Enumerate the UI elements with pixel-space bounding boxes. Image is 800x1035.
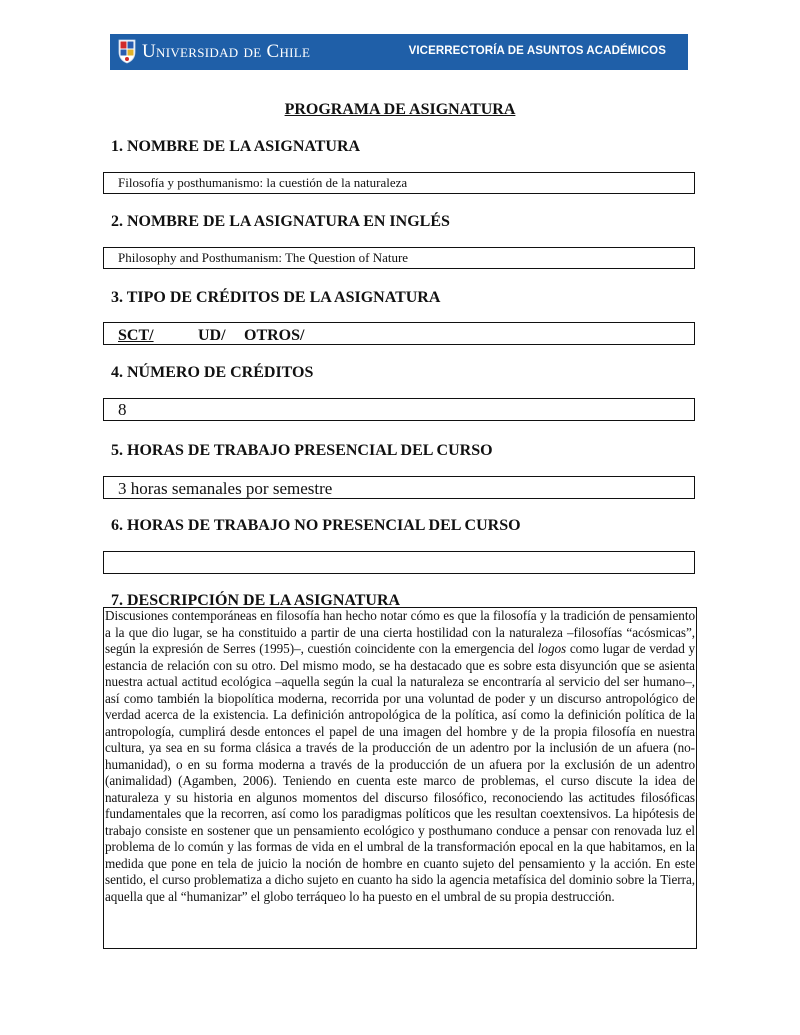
section-7-heading: 7. DESCRIPCIÓN DE LA ASIGNATURA <box>111 592 401 609</box>
university-name: Universidad de Chile <box>142 41 311 62</box>
section-2-heading: 2. NOMBRE DE LA ASIGNATURA EN INGLÉS <box>111 213 450 230</box>
section-2-box <box>103 247 695 269</box>
section-6-heading: 6. HORAS DE TRABAJO NO PRESENCIAL DEL CURSO <box>111 517 521 534</box>
credit-types <box>118 327 304 345</box>
section-5-heading: 5. HORAS DE TRABAJO PRESENCIAL DEL CURSO <box>111 442 493 459</box>
course-name-english-value: Philosophy and Posthumanism: The Question of Nature <box>118 250 409 265</box>
section-3-heading: 3. TIPO DE CRÉDITOS DE LA ASIGNATURA <box>111 289 441 306</box>
logos-word: logos <box>537 641 567 656</box>
section-1-heading: 1. NOMBRE DE LA ASIGNATURA <box>111 138 361 155</box>
section-1-box <box>103 172 695 194</box>
description-box <box>103 607 697 949</box>
header-banner <box>110 34 688 70</box>
section-6-box <box>103 551 695 574</box>
section-4-box <box>103 398 695 421</box>
in-person-hours-value: 3 horas semanales por semestre <box>118 479 333 498</box>
course-name-value: Filosofía y posthumanismo: la cuestión de la naturaleza <box>118 175 408 190</box>
credits-number-value: 8 <box>118 400 127 419</box>
section-4-heading: 4. NÚMERO DE CRÉDITOS <box>111 364 314 381</box>
credit-type-sct: SCT/ <box>118 327 154 344</box>
credit-type-otros: OTROS/ <box>244 327 305 344</box>
document-title: PROGRAMA DE ASIGNATURA <box>284 101 516 118</box>
vicerrectoria-label: VICERRECTORÍA DE ASUNTOS ACADÉMICOS <box>408 45 666 57</box>
description-text: Discusiones contemporáneas en filosofía han hecho notar cómo es que la filosofía y la tradición de pensamiento a la que dio lugar, se ha constituido a partir de una cierta hostilidad con la naturaleza –filosofías “acósmicas”, según la expresión de Serres (1995)–, cuestión coincidente con la emergencia del logos como lugar de verdad y estancia de relación con su otro. Del mismo modo, se ha destacado que es sobre esta disyunción que se asienta nuestra actual actitud ecológica –aquella según la cual la naturaleza se encontraría al servicio del ser humano–, así como también la biopolítica moderna, recorrida por una voluntad de poder y un discurso antropológico de verdad acerca de la existencia. La definición antropológica de la política, así como la definición política de la antropología, cumplirá desde entonces el papel de una imagen del hombre y de la propia filosofía en nuestra cultura, ya sea en su forma clásica a través de la producción de un adentro por la inclusión de un afuera (no-humanidad), o en su forma moderna a través de la producción de un afuera por la exclusión de un adentro (animalidad) (Agamben, 2006). Teniendo en cuenta este marco de problemas, el curso discute la idea de naturaleza y su historia en algunos momentos del discurso filosófico, reconociendo las actitudes filosóficas fundamentales que la recorren, así como los paradigmas políticos que les resultan coextensivos. La hipótesis de trabajo consiste en sostener que un pensamiento ecológico y posthumano conduce a pensar con renovada luz el problema de lo común y las formas de vida en el umbral de la transformación epocal en la que habitamos, en la medida que pone en tela de juicio la noción de hombre en cuanto sujeto del pensamiento y la acción. En este sentido, el curso problematiza a dicho sujeto en cuanto ha sido la agencia metafísica del dominio sobre la Tierra, aquella que al “humanizar” el globo terráqueo lo ha puesto en el umbral de su propia destrucción. <box>105 608 696 904</box>
university-crest-icon <box>118 38 136 64</box>
credit-type-ud: UD/ <box>198 327 226 344</box>
section-3-box <box>103 322 695 345</box>
section-5-box <box>103 476 695 499</box>
